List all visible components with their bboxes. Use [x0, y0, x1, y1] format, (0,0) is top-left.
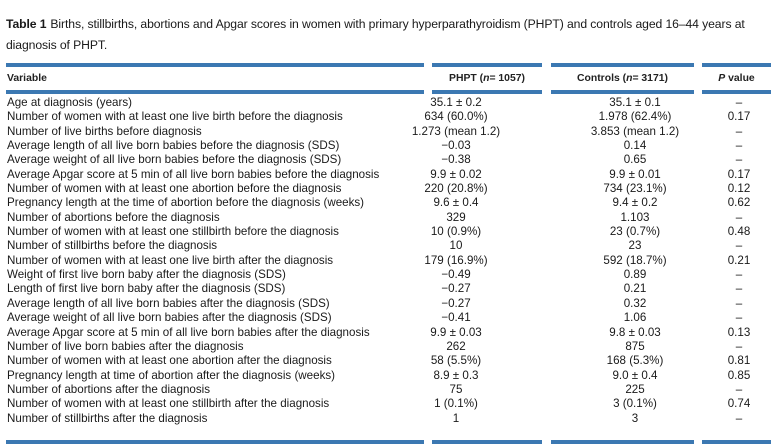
- table-row: [0, 225, 773, 239]
- cell-pvalue: –: [735, 296, 743, 310]
- cell-controls: 23: [628, 239, 642, 253]
- table-row: [0, 196, 773, 210]
- cell-pvalue: –: [735, 210, 743, 224]
- cell-variable: Number of women with at least one live birth before the diagnosis: [7, 110, 343, 124]
- cell-pvalue: –: [735, 311, 743, 325]
- cell-phpt: 634 (60.0%): [424, 110, 488, 124]
- cell-phpt: −0.03: [441, 139, 471, 153]
- cell-pvalue: –: [735, 96, 743, 109]
- table-row: [0, 369, 773, 383]
- cell-variable: Average Apgar score at 5 min of all live born babies before the diagnosis: [7, 167, 380, 181]
- table-row: [0, 239, 773, 253]
- cell-controls: 23 (0.7%): [609, 225, 661, 239]
- table-row: [0, 139, 773, 153]
- cell-controls: 0.14: [623, 139, 647, 153]
- cell-controls: 168 (5.3%): [606, 354, 664, 368]
- table-row: [0, 397, 773, 411]
- cell-variable: Number of women with at least one stillbirth before the diagnosis: [7, 225, 339, 239]
- cell-controls: 1.06: [623, 311, 647, 325]
- header-bottom-rule-controls: [551, 90, 694, 94]
- cell-phpt: 75: [449, 382, 463, 396]
- cell-controls: 3 (0.1%): [613, 397, 657, 411]
- table-row: [0, 125, 773, 139]
- table-row: [0, 326, 773, 340]
- cell-variable: Average length of all live born babies after the diagnosis (SDS): [7, 296, 330, 310]
- table-row: [0, 340, 773, 354]
- cell-variable: Average weight of all live born babies before the diagnosis (SDS): [7, 153, 342, 167]
- cell-variable: Average Apgar score at 5 min of all live born babies after the diagnosis: [7, 325, 370, 339]
- cell-pvalue: –: [735, 268, 743, 282]
- cell-phpt: 8.9 ± 0.3: [433, 368, 479, 382]
- cell-controls: 9.8 ± 0.03: [609, 325, 661, 339]
- cell-controls: 0.21: [623, 282, 647, 296]
- header-rule-variable: [6, 63, 424, 67]
- cell-phpt: −0.38: [441, 153, 471, 167]
- footer-rule-controls: [551, 440, 694, 444]
- cell-variable: Average length of all live born babies before the diagnosis (SDS): [7, 139, 340, 153]
- cell-controls: 35.1 ± 0.1: [609, 96, 661, 109]
- cell-controls: 0.65: [623, 153, 647, 167]
- footer-rule-phpt: [432, 440, 542, 444]
- cell-pvalue: –: [735, 153, 743, 167]
- cell-phpt: 35.1 ± 0.2: [430, 96, 482, 109]
- cell-phpt: 9.9 ± 0.03: [430, 325, 482, 339]
- cell-variable: Number of stillbirths after the diagnosis: [7, 411, 208, 425]
- cell-variable: Number of women with at least one abortion before the diagnosis: [7, 182, 342, 196]
- cell-variable: Weight of first live born baby after the diagnosis (SDS): [7, 268, 286, 282]
- cell-pvalue: –: [735, 124, 743, 138]
- cell-variable: Number of women with at least one live birth after the diagnosis: [7, 253, 334, 267]
- table-row: [0, 182, 773, 196]
- cell-variable: Number of stillbirths before the diagnosis: [7, 239, 218, 253]
- cell-phpt: 9.9 ± 0.02: [430, 167, 482, 181]
- cell-variable: Number of women with at least one abortion after the diagnosis: [7, 354, 332, 368]
- cell-controls: 3: [631, 411, 639, 425]
- column-header-pvalue: P value: [718, 73, 755, 84]
- cell-variable: Average weight of all live born babies after the diagnosis (SDS): [7, 311, 332, 325]
- cell-controls: 9.4 ± 0.2: [612, 196, 658, 210]
- cell-pvalue: –: [735, 339, 743, 353]
- cell-phpt: 329: [446, 210, 466, 224]
- cell-phpt: 9.6 ± 0.4: [433, 196, 479, 210]
- cell-controls: 9.0 ± 0.4: [612, 368, 658, 382]
- table-caption: [6, 14, 766, 56]
- cell-pvalue: 0.13: [727, 325, 751, 339]
- cell-phpt: 10: [449, 239, 463, 253]
- cell-pvalue: 0.74: [727, 397, 751, 411]
- cell-pvalue: –: [735, 382, 743, 396]
- cell-controls: 1.978 (62.4%): [598, 110, 672, 124]
- cell-controls: 0.89: [623, 268, 647, 282]
- header-rule-controls: [551, 63, 694, 67]
- cell-phpt: 220 (20.8%): [424, 182, 488, 196]
- cell-controls: 9.9 ± 0.01: [609, 167, 661, 181]
- table-row: [0, 153, 773, 167]
- cell-phpt: −0.27: [441, 282, 471, 296]
- cell-controls: 0.32: [623, 296, 647, 310]
- table-row: [0, 311, 773, 325]
- cell-phpt: −0.27: [441, 296, 471, 310]
- table-row: [0, 282, 773, 296]
- footer-rule-pvalue: [702, 440, 771, 444]
- cell-variable: Pregnancy length at time of abortion after the diagnosis (weeks): [7, 368, 336, 382]
- cell-phpt: 179 (16.9%): [424, 253, 488, 267]
- cell-variable: Number of live born babies after the diagnosis: [7, 339, 244, 353]
- cell-variable: Length of first live born baby after the diagnosis (SDS): [7, 282, 286, 296]
- cell-variable: Age at diagnosis (years): [7, 96, 133, 109]
- column-header-controls: Controls (n= 3171): [577, 73, 668, 84]
- table-row: [0, 412, 773, 426]
- table-row: [0, 110, 773, 124]
- cell-pvalue: –: [735, 139, 743, 153]
- table-row: [0, 297, 773, 311]
- cell-pvalue: –: [735, 239, 743, 253]
- cell-pvalue: 0.48: [727, 225, 751, 239]
- cell-controls: 734 (23.1%): [603, 182, 667, 196]
- table-label: Table 1: [6, 17, 47, 31]
- header-bottom-rule-phpt: [432, 90, 542, 94]
- cell-controls: 1.103: [620, 210, 650, 224]
- cell-variable: Number of women with at least one stillbirth after the diagnosis: [7, 397, 330, 411]
- table-row: [0, 268, 773, 282]
- header-rule-pvalue: [702, 63, 771, 67]
- cell-pvalue: 0.21: [727, 253, 751, 267]
- cell-variable: Number of abortions after the diagnosis: [7, 382, 211, 396]
- header-rule-phpt: [432, 63, 542, 67]
- table-row: [0, 211, 773, 225]
- cell-phpt: −0.49: [441, 268, 471, 282]
- table-body: [0, 96, 773, 426]
- table-row: [0, 254, 773, 268]
- cell-variable: Number of live births before diagnosis: [7, 124, 202, 138]
- caption-text: Births, stillbirths, abortions and Apgar scores in women with primary hyperparathyroidism (PHPT) and controls aged 16–44 years at diagnosis of PHPT.: [6, 17, 745, 52]
- cell-phpt: 1 (0.1%): [434, 397, 478, 411]
- cell-pvalue: 0.85: [727, 368, 751, 382]
- cell-phpt: −0.41: [441, 311, 471, 325]
- cell-pvalue: 0.81: [727, 354, 751, 368]
- table-row: [0, 96, 773, 110]
- table-row: [0, 168, 773, 182]
- cell-pvalue: 0.62: [727, 196, 751, 210]
- cell-controls: 592 (18.7%): [603, 253, 667, 267]
- cell-pvalue: –: [735, 411, 743, 425]
- cell-pvalue: 0.17: [727, 110, 751, 124]
- cell-controls: 3.853 (mean 1.2): [590, 124, 680, 138]
- table-row: [0, 354, 773, 368]
- cell-phpt: 262: [446, 339, 466, 353]
- table-row: [0, 383, 773, 397]
- cell-variable: Number of abortions before the diagnosis: [7, 210, 220, 224]
- footer-rule-variable: [6, 440, 424, 444]
- cell-phpt: 10 (0.9%): [430, 225, 482, 239]
- header-bottom-rule-pvalue: [702, 90, 771, 94]
- cell-pvalue: 0.17: [727, 167, 751, 181]
- cell-phpt: 1.273 (mean 1.2): [411, 124, 501, 138]
- cell-phpt: 58 (5.5%): [430, 354, 482, 368]
- cell-pvalue: –: [735, 282, 743, 296]
- column-header-phpt: PHPT (n= 1057): [449, 73, 525, 84]
- cell-variable: Pregnancy length at the time of abortion before the diagnosis (weeks): [7, 196, 365, 210]
- cell-phpt: 1: [452, 411, 460, 425]
- cell-controls: 875: [625, 339, 645, 353]
- cell-pvalue: 0.12: [727, 182, 751, 196]
- cell-controls: 225: [625, 382, 645, 396]
- column-header-variable: Variable: [7, 73, 47, 84]
- header-bottom-rule-variable: [6, 90, 424, 94]
